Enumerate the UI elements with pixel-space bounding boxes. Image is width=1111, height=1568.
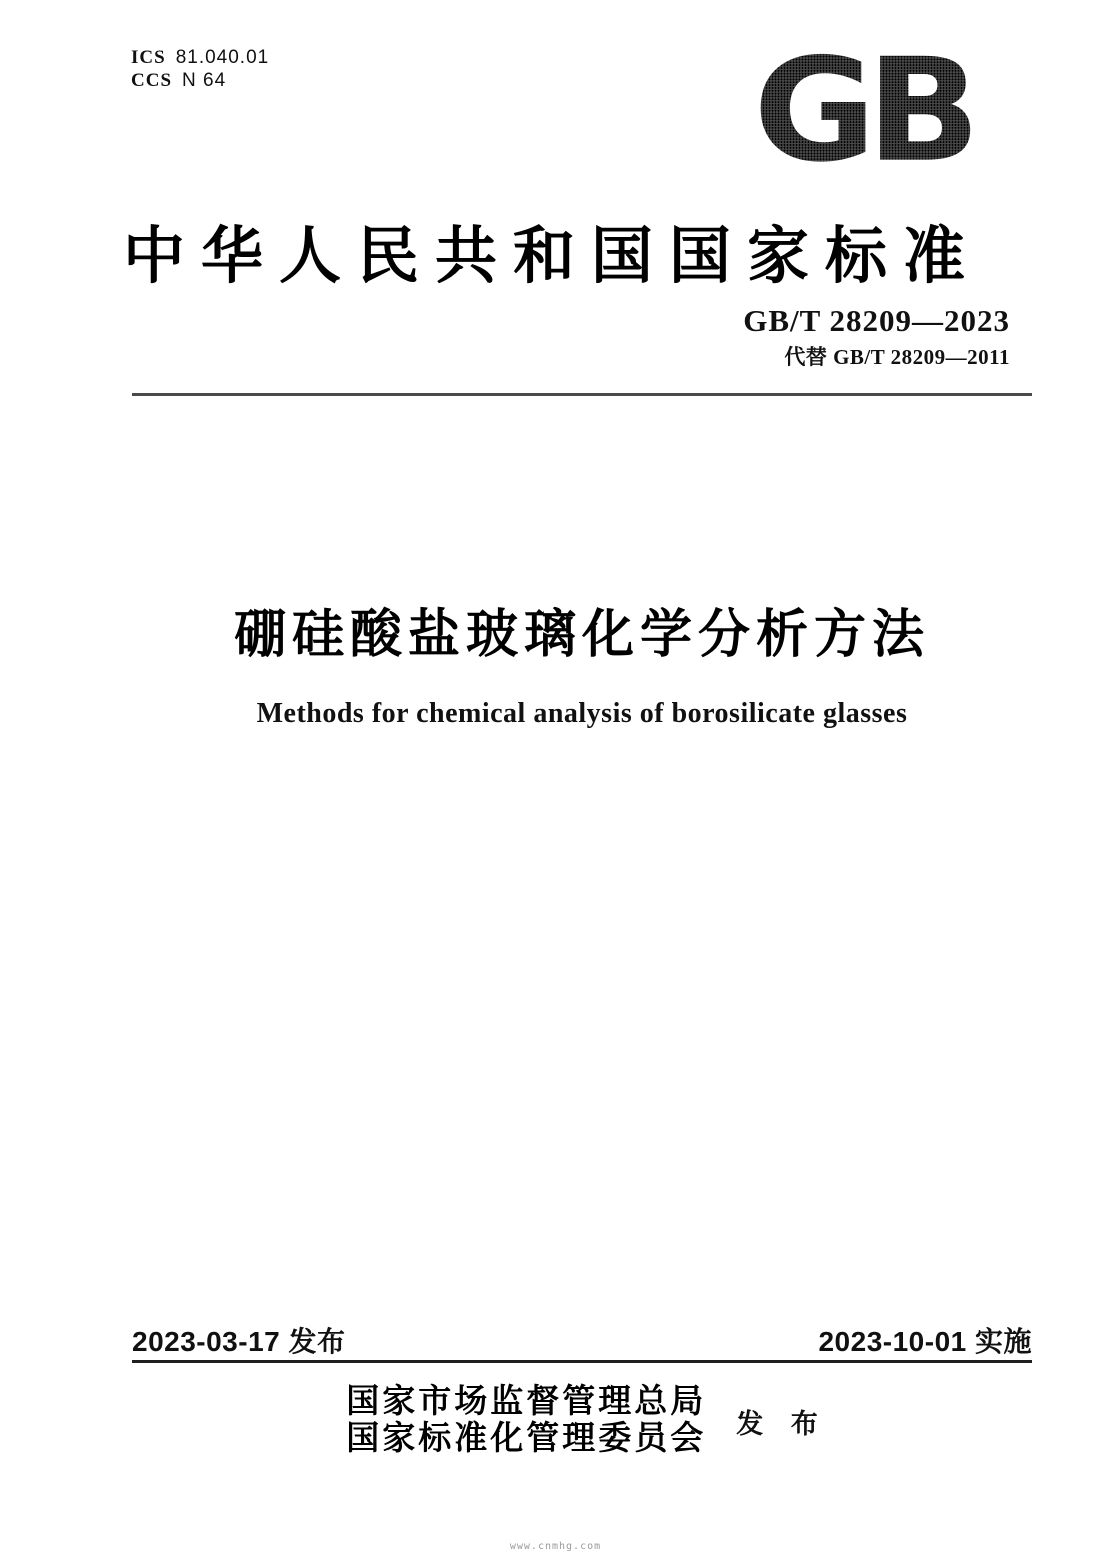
date-row (132, 1320, 1032, 1360)
publisher-block (132, 1384, 1032, 1458)
issue-date: 2023-03-17 发布 (132, 1326, 346, 1357)
ccs-line (131, 69, 269, 92)
ccs-value: N 64 (182, 70, 227, 91)
publisher-line-2: 国家标准化管理委员会 (346, 1421, 707, 1457)
standard-number: GB/T 28209—2023 (743, 303, 1010, 338)
publisher-line-1: 国家市场监督管理总局 (346, 1384, 707, 1420)
watermark: www.cnmhg.com (509, 1541, 602, 1552)
classification-codes (131, 46, 269, 92)
ics-label: ICS (131, 47, 166, 68)
gb-standard-logo: GB (750, 44, 974, 187)
ics-value: 81.040.01 (175, 47, 270, 68)
implementation-date: 2023-10-01 实施 (818, 1326, 1032, 1357)
ccs-label: CCS (131, 70, 173, 91)
national-standard-banner: 中华人民共和国国家标准 (123, 223, 982, 291)
publish-label: 发 布 (736, 1408, 818, 1439)
publisher-names (346, 1384, 706, 1458)
header-divider (132, 393, 1032, 396)
footer-divider (132, 1360, 1032, 1363)
document-title-en: Methods for chemical analysis of borosilicate glasses (256, 698, 908, 729)
superseded-note: 代替 GB/T 28209—2011 (784, 345, 1010, 369)
document-title-zh: 硼硅酸盐玻璃化学分析方法 (233, 606, 930, 664)
ics-line (131, 46, 269, 69)
